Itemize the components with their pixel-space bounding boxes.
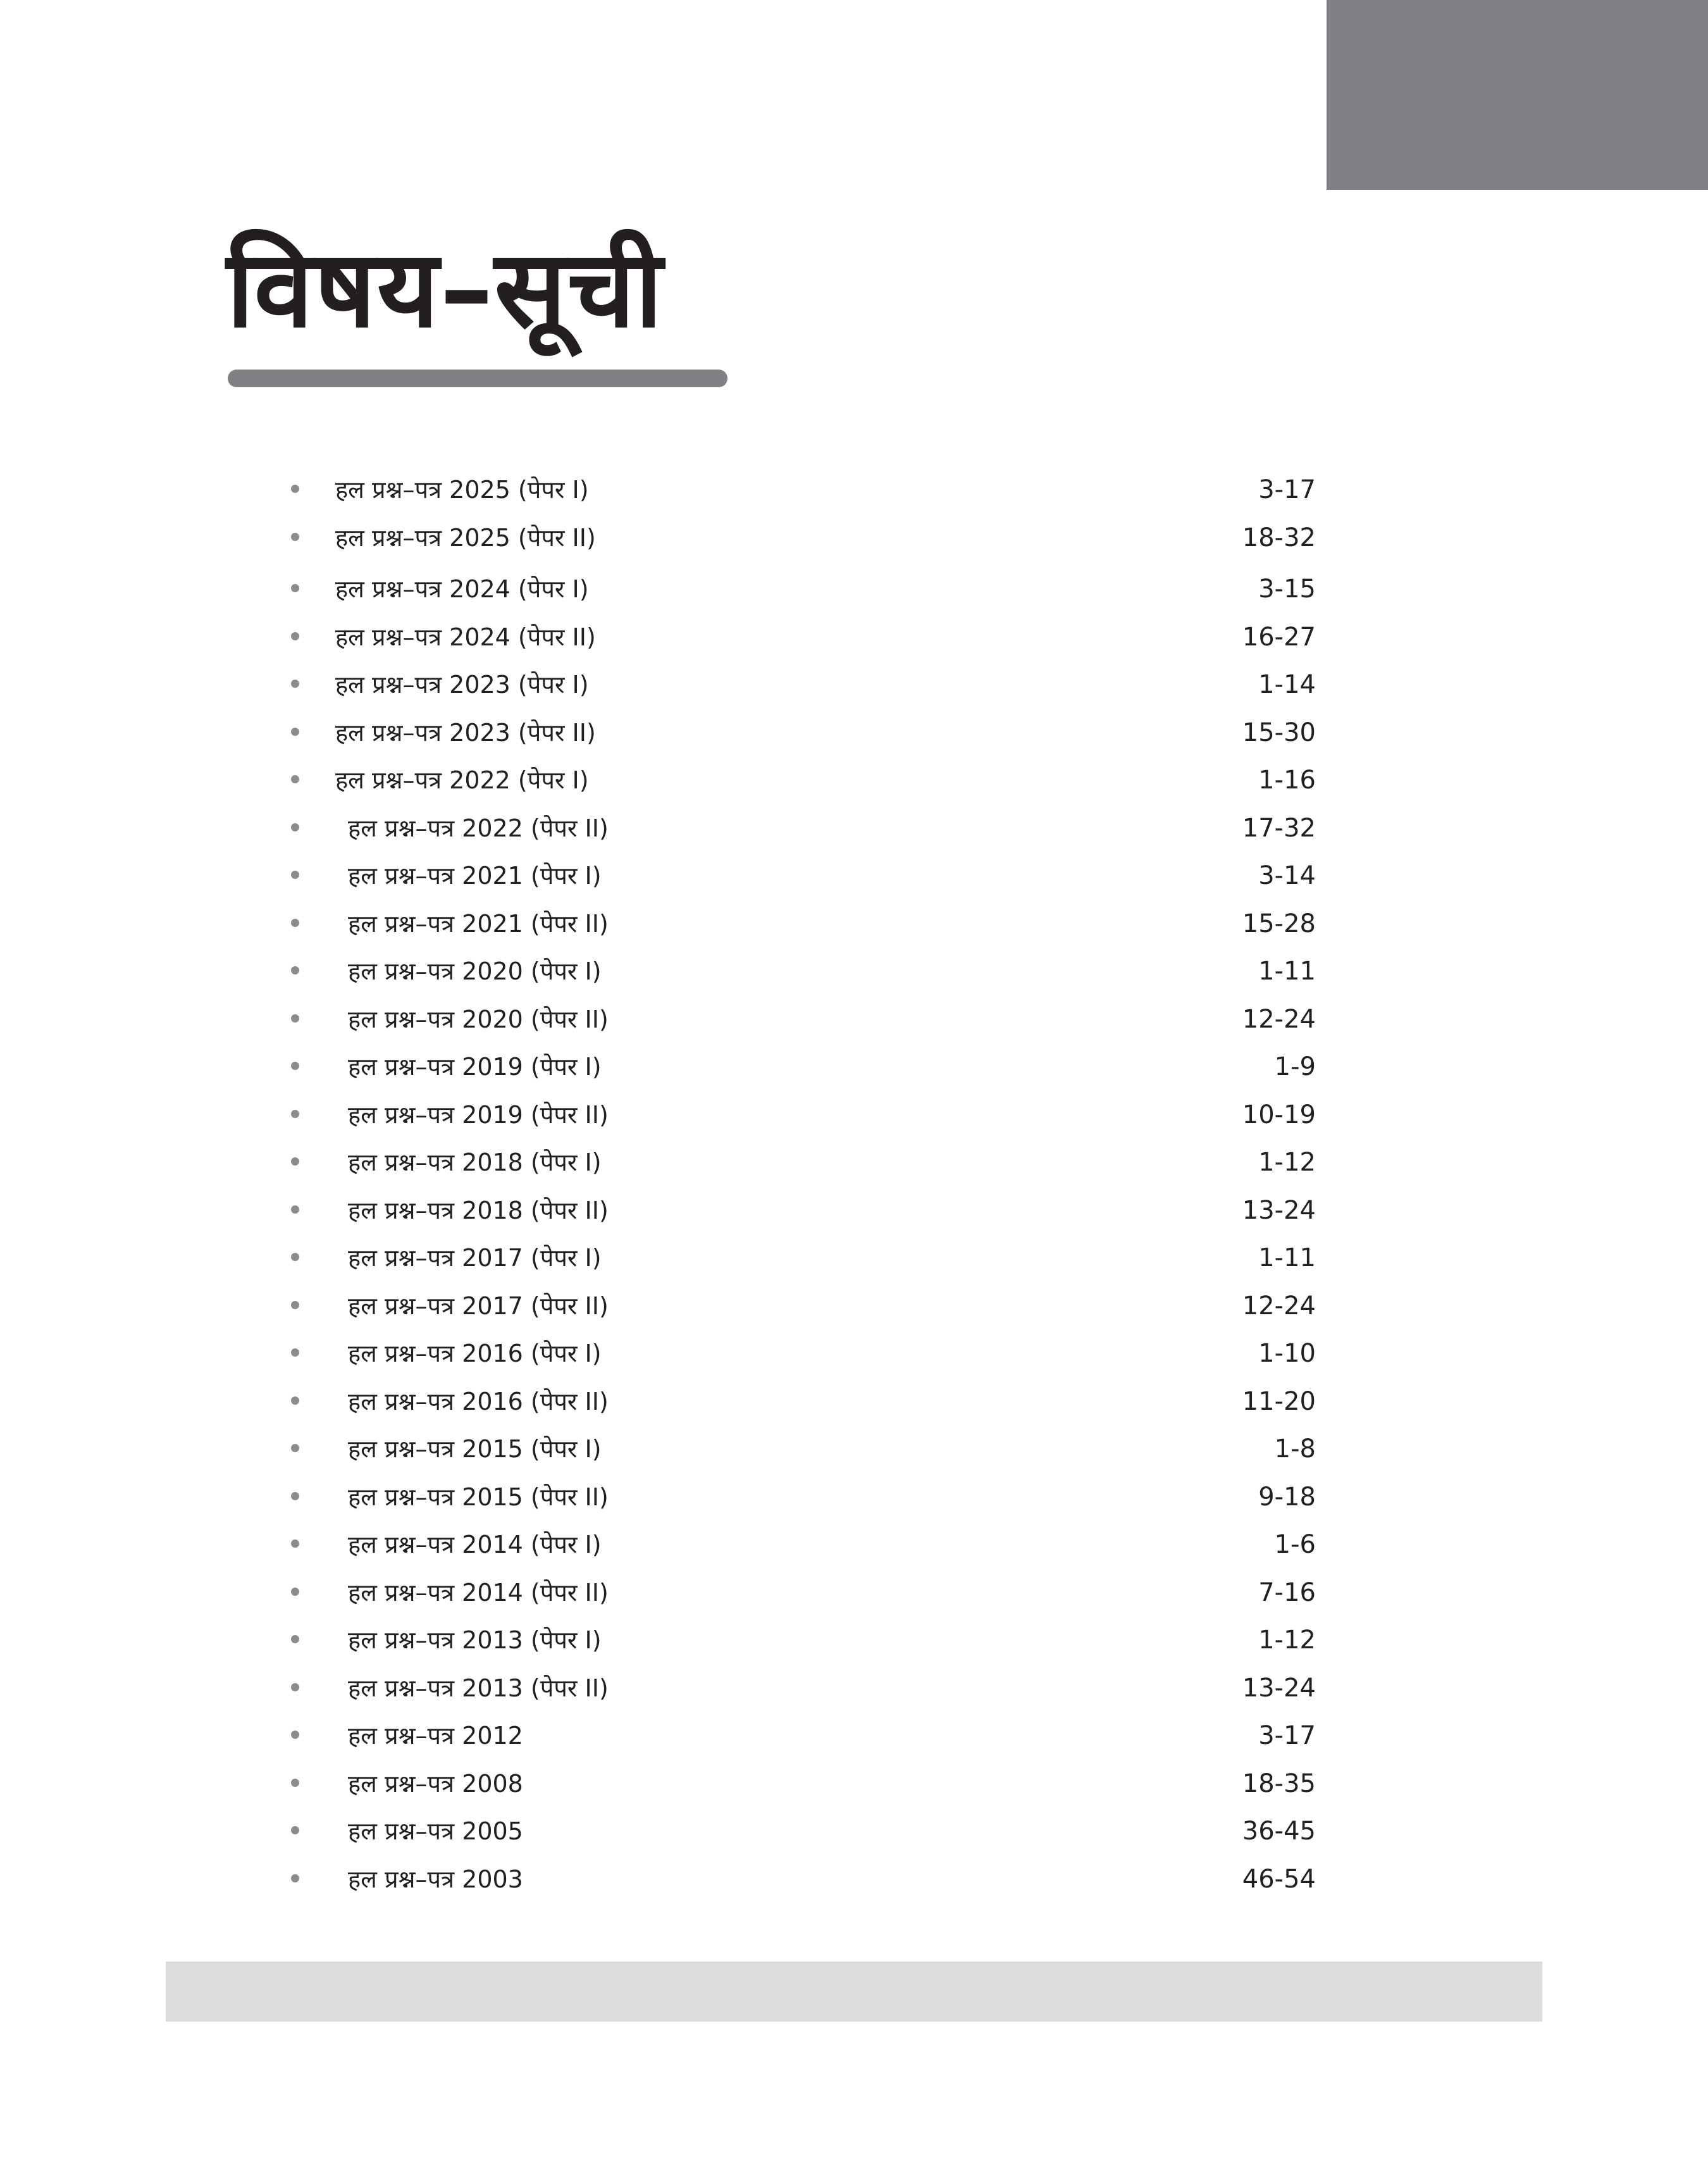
toc-item[interactable] bbox=[291, 852, 1316, 900]
bullet-icon bbox=[291, 823, 299, 831]
bullet-icon bbox=[291, 871, 299, 879]
toc-item-pages: 9-18 bbox=[1258, 1483, 1316, 1512]
toc-item-pages: 12-24 bbox=[1242, 1005, 1316, 1034]
toc-item-pages: 3-14 bbox=[1258, 861, 1316, 890]
toc-item-label: हल प्रश्न–पत्र 2018 (पेपर II) bbox=[348, 1197, 609, 1224]
toc-item-pages: 1-10 bbox=[1258, 1339, 1316, 1368]
bullet-icon bbox=[291, 775, 299, 783]
bullet-icon bbox=[291, 1539, 299, 1548]
toc-item[interactable] bbox=[291, 900, 1316, 948]
toc-item-label: हल प्रश्न–पत्र 2025 (पेपर I) bbox=[335, 476, 589, 504]
toc-item[interactable] bbox=[291, 1091, 1316, 1139]
toc-item-label: हल प्रश्न–पत्र 2014 (पेपर I) bbox=[348, 1531, 602, 1558]
toc-item-pages: 16-27 bbox=[1242, 623, 1316, 652]
toc-item-pages: 1-8 bbox=[1274, 1434, 1316, 1464]
toc-item-pages: 1-12 bbox=[1258, 1626, 1316, 1655]
toc-item-label: हल प्रश्न–पत्र 2013 (पेपर II) bbox=[348, 1674, 609, 1702]
toc-item[interactable] bbox=[291, 1616, 1316, 1664]
bullet-icon bbox=[291, 966, 299, 974]
toc-item[interactable] bbox=[291, 1521, 1316, 1569]
toc-item[interactable] bbox=[291, 565, 1316, 613]
toc-item[interactable] bbox=[291, 947, 1316, 995]
toc-item[interactable] bbox=[291, 1473, 1316, 1521]
toc-item[interactable] bbox=[291, 661, 1316, 709]
toc-item-label: हल प्रश्न–पत्र 2024 (पेपर I) bbox=[335, 575, 589, 603]
toc-item[interactable] bbox=[291, 1234, 1316, 1282]
toc-item-label: हल प्रश्न–पत्र 2019 (पेपर I) bbox=[348, 1053, 602, 1081]
bullet-icon bbox=[291, 1253, 299, 1261]
toc-item-label: हल प्रश्न–पत्र 2008 bbox=[348, 1770, 523, 1798]
footer-band bbox=[166, 1962, 1542, 2022]
toc-item-pages: 13-24 bbox=[1242, 1674, 1316, 1703]
toc-item[interactable] bbox=[291, 1282, 1316, 1330]
toc-item[interactable] bbox=[291, 1186, 1316, 1235]
bullet-icon bbox=[291, 1062, 299, 1070]
toc-item-pages: 15-30 bbox=[1242, 718, 1316, 747]
toc-item-pages: 1-11 bbox=[1258, 957, 1316, 986]
toc-item-label: हल प्रश्न–पत्र 2016 (पेपर I) bbox=[348, 1340, 602, 1367]
bullet-icon bbox=[291, 1396, 299, 1405]
toc-item-pages: 1-14 bbox=[1258, 670, 1316, 699]
bullet-icon bbox=[291, 1110, 299, 1118]
toc-item[interactable] bbox=[291, 1329, 1316, 1378]
bullet-icon bbox=[291, 584, 299, 592]
bullet-icon bbox=[291, 1826, 299, 1834]
bullet-icon bbox=[291, 680, 299, 688]
toc-item-pages: 1-16 bbox=[1258, 766, 1316, 795]
toc-item[interactable] bbox=[291, 1138, 1316, 1186]
bullet-icon bbox=[291, 533, 299, 541]
toc-item-label: हल प्रश्न–पत्र 2017 (पेपर II) bbox=[348, 1292, 609, 1320]
toc-item[interactable] bbox=[291, 1760, 1316, 1808]
bullet-icon bbox=[291, 728, 299, 736]
toc-item-pages: 10-19 bbox=[1242, 1100, 1316, 1129]
bullet-icon bbox=[291, 632, 299, 640]
bullet-icon bbox=[291, 1683, 299, 1691]
bullet-icon bbox=[291, 919, 299, 927]
toc-item-label: हल प्रश्न–पत्र 2016 (पेपर II) bbox=[348, 1388, 609, 1415]
bullet-icon bbox=[291, 485, 299, 493]
toc-item-label: हल प्रश्न–पत्र 2021 (पेपर II) bbox=[348, 910, 609, 938]
toc-item-label: हल प्रश्न–पत्र 2013 (पेपर I) bbox=[348, 1626, 602, 1654]
toc-item[interactable] bbox=[291, 1425, 1316, 1473]
toc-item-pages: 11-20 bbox=[1242, 1387, 1316, 1416]
toc-item-pages: 18-32 bbox=[1242, 523, 1316, 552]
toc-item[interactable] bbox=[291, 804, 1316, 852]
toc-item-label: हल प्रश्न–पत्र 2020 (पेपर I) bbox=[348, 957, 602, 985]
toc-item[interactable] bbox=[291, 613, 1316, 661]
bullet-icon bbox=[291, 1635, 299, 1643]
toc-item-label: हल प्रश्न–पत्र 2022 (पेपर II) bbox=[348, 814, 609, 842]
bullet-icon bbox=[291, 1779, 299, 1787]
bullet-icon bbox=[291, 1492, 299, 1500]
bullet-icon bbox=[291, 1348, 299, 1357]
page-title: विषय–सूची bbox=[226, 227, 664, 351]
toc-item-label: हल प्रश्न–पत्र 2018 (पेपर I) bbox=[348, 1148, 602, 1176]
toc-item-pages: 1-12 bbox=[1258, 1148, 1316, 1177]
toc-item-pages: 36-45 bbox=[1242, 1817, 1316, 1846]
toc-item-pages: 18-35 bbox=[1242, 1769, 1316, 1798]
toc-item-label: हल प्रश्न–पत्र 2024 (पेपर II) bbox=[335, 623, 596, 651]
toc-item[interactable] bbox=[291, 1664, 1316, 1712]
bullet-icon bbox=[291, 1301, 299, 1309]
toc-item[interactable] bbox=[291, 756, 1316, 804]
toc-item-pages: 12-24 bbox=[1242, 1291, 1316, 1321]
bullet-icon bbox=[291, 1444, 299, 1452]
toc-item[interactable] bbox=[291, 514, 1316, 562]
bullet-icon bbox=[291, 1205, 299, 1214]
bullet-icon bbox=[291, 1731, 299, 1739]
toc-item-pages: 1-9 bbox=[1274, 1052, 1316, 1081]
toc-item[interactable] bbox=[291, 1712, 1316, 1760]
toc-item-pages: 3-15 bbox=[1258, 575, 1316, 604]
toc-item-label: हल प्रश्न–पत्र 2017 (पेपर I) bbox=[348, 1244, 602, 1272]
toc-item[interactable] bbox=[291, 1043, 1316, 1091]
toc-item-label: हल प्रश्न–पत्र 2023 (पेपर II) bbox=[335, 719, 596, 747]
toc-item[interactable] bbox=[291, 1807, 1316, 1855]
toc-item-pages: 15-28 bbox=[1242, 909, 1316, 938]
toc-item-label: हल प्रश्न–पत्र 2025 (पेपर II) bbox=[335, 524, 596, 552]
toc-item-pages: 1-6 bbox=[1274, 1530, 1316, 1559]
toc-item-label: हल प्रश्न–पत्र 2012 bbox=[348, 1722, 523, 1750]
toc-item-label: हल प्रश्न–पत्र 2023 (पेपर I) bbox=[335, 671, 589, 699]
toc-item-label: हल प्रश्न–पत्र 2015 (पेपर II) bbox=[348, 1483, 609, 1511]
toc-item[interactable] bbox=[291, 466, 1316, 514]
toc-item[interactable] bbox=[291, 1569, 1316, 1617]
toc-item[interactable] bbox=[291, 709, 1316, 757]
toc-item-pages: 1-11 bbox=[1258, 1243, 1316, 1272]
toc-item-pages: 7-16 bbox=[1258, 1578, 1316, 1607]
toc-item-pages: 13-24 bbox=[1242, 1196, 1316, 1225]
toc-item-label: हल प्रश्न–पत्र 2019 (पेपर II) bbox=[348, 1101, 609, 1129]
toc-item[interactable] bbox=[291, 1855, 1316, 1903]
toc-item-label: हल प्रश्न–पत्र 2005 bbox=[348, 1817, 523, 1845]
toc-item-pages: 3-17 bbox=[1258, 475, 1316, 504]
toc-item-label: हल प्रश्न–पत्र 2021 (पेपर I) bbox=[348, 862, 602, 890]
toc-item-label: हल प्रश्न–पत्र 2022 (पेपर I) bbox=[335, 766, 589, 794]
toc-item[interactable] bbox=[291, 1378, 1316, 1426]
toc-item-pages: 3-17 bbox=[1258, 1721, 1316, 1750]
bullet-icon bbox=[291, 1014, 299, 1023]
bullet-icon bbox=[291, 1874, 299, 1882]
toc-item-pages: 17-32 bbox=[1242, 814, 1316, 843]
bullet-icon bbox=[291, 1588, 299, 1596]
toc-item[interactable] bbox=[291, 995, 1316, 1043]
bullet-icon bbox=[291, 1157, 299, 1166]
toc-item-label: हल प्रश्न–पत्र 2014 (पेपर II) bbox=[348, 1579, 609, 1607]
toc-item-label: हल प्रश्न–पत्र 2003 bbox=[348, 1865, 523, 1893]
toc-item-label: हल प्रश्न–पत्र 2020 (पेपर II) bbox=[348, 1005, 609, 1033]
toc-item-pages: 46-54 bbox=[1242, 1865, 1316, 1894]
toc-item-label: हल प्रश्न–पत्र 2015 (पेपर I) bbox=[348, 1435, 602, 1463]
